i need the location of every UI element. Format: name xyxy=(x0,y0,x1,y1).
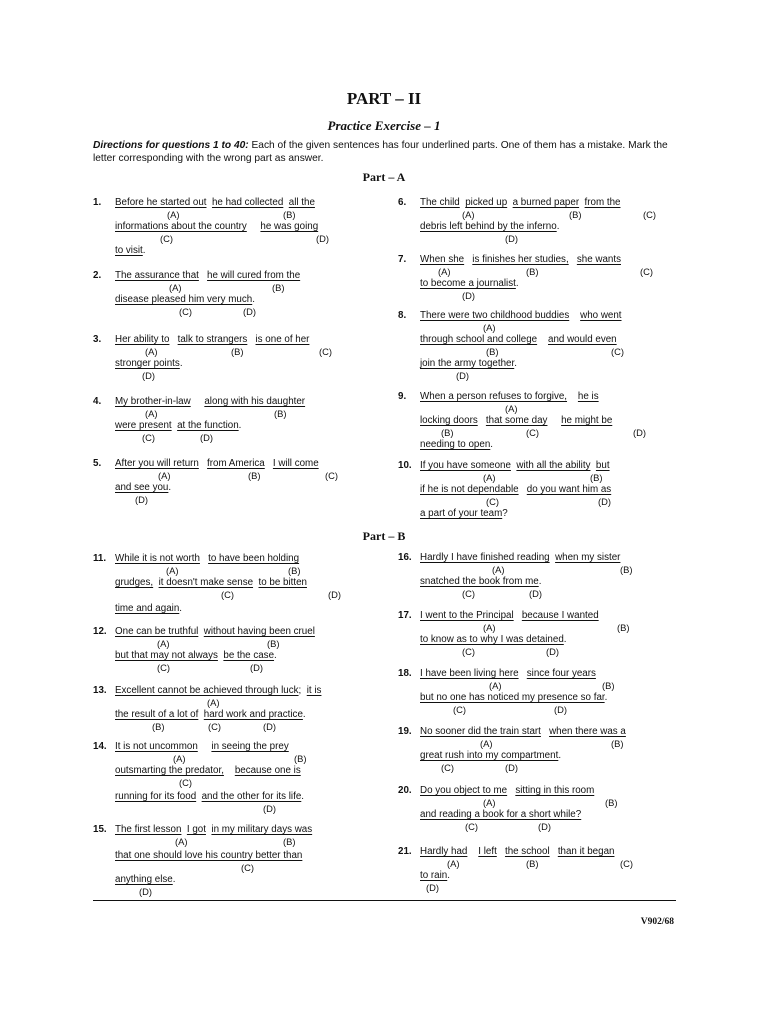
underlined-part: he will cured from the xyxy=(207,270,301,281)
option-label-d: (D) xyxy=(263,721,277,732)
underlined-part: and the other for its life xyxy=(201,791,302,802)
punctuation: . xyxy=(172,874,176,885)
sentence-line xyxy=(115,577,307,588)
question-number: 1. xyxy=(93,197,102,208)
punctuation: . xyxy=(563,634,567,645)
underlined-part: The assurance that xyxy=(115,270,199,281)
sentence-line xyxy=(420,254,621,265)
underlined-part: is finishes her studies, xyxy=(472,254,569,265)
underlined-part: she wants xyxy=(576,254,621,265)
punctuation: . xyxy=(604,692,608,703)
option-label-a: (A) xyxy=(483,622,496,633)
sentence-line xyxy=(420,460,610,471)
option-label-b: (B) xyxy=(526,266,539,277)
option-label-b: (B) xyxy=(486,346,499,357)
sentence-line xyxy=(115,221,318,232)
sentence-line xyxy=(115,709,306,720)
underlined-part: when there was a xyxy=(549,726,626,737)
option-label-a: (A) xyxy=(447,858,460,869)
option-label-c: (C) xyxy=(465,821,479,832)
sentence-line xyxy=(420,197,620,208)
underlined-part: It is not uncommon xyxy=(115,741,198,752)
page-title: PART – II xyxy=(346,89,422,108)
option-label-c: (C) xyxy=(319,346,333,357)
punctuation: . xyxy=(556,221,560,232)
sentence-line xyxy=(115,482,171,493)
underlined-part: than it began xyxy=(557,846,615,857)
underlined-part: If you have someone xyxy=(420,460,511,471)
question-number: 18. xyxy=(398,668,412,679)
question-number: 7. xyxy=(398,254,407,265)
underlined-part: Excellent cannot be achieved through luck xyxy=(115,685,299,696)
option-label-b: (B) xyxy=(617,622,630,633)
underlined-part: No sooner did the train start xyxy=(420,726,541,737)
underlined-part: but xyxy=(595,460,610,471)
question-number: 3. xyxy=(93,334,102,345)
option-label-b: (B) xyxy=(274,408,287,419)
underlined-part: because I wanted xyxy=(521,610,599,621)
directions-lead: Directions for questions 1 to 40: xyxy=(93,140,249,151)
underlined-part: it doesn't make sense xyxy=(158,577,254,588)
underlined-part: who went xyxy=(580,310,622,321)
option-label-c: (C) xyxy=(221,589,235,600)
sentence-line xyxy=(420,576,541,587)
underlined-part: the school xyxy=(504,846,550,857)
underlined-part: at the function xyxy=(177,420,239,431)
underlined-part: disease pleased him very much xyxy=(115,294,253,305)
underlined-part: I left xyxy=(478,846,497,857)
option-label-b: (B) xyxy=(620,564,633,575)
underlined-part: One can be truthful xyxy=(115,626,199,637)
sentence-line xyxy=(420,668,596,679)
punctuation: ? xyxy=(502,508,508,519)
underlined-part: time and again xyxy=(115,603,180,614)
underlined-part: Do you object to me xyxy=(420,785,508,796)
sentence-line xyxy=(115,197,315,208)
option-label-d: (D) xyxy=(456,370,470,381)
option-label-c: (C) xyxy=(142,432,156,443)
punctuation: . xyxy=(252,294,255,305)
sentence-line xyxy=(115,334,309,345)
sentence-line xyxy=(115,420,241,431)
option-label-d: (D) xyxy=(316,233,330,244)
underlined-part: When a person refuses to forgive, xyxy=(420,391,568,402)
sentence-line xyxy=(420,634,567,645)
option-label-d: (D) xyxy=(200,432,214,443)
option-label-b: (B) xyxy=(441,427,454,438)
option-label-a: (A) xyxy=(480,738,493,749)
underlined-part: all the xyxy=(288,197,315,208)
option-label-c: (C) xyxy=(643,209,657,220)
option-label-b: (B) xyxy=(611,738,624,749)
underlined-part: to have been holding xyxy=(208,553,300,564)
option-label-c: (C) xyxy=(620,858,634,869)
underlined-part: to be bitten xyxy=(258,577,307,588)
underlined-part: without having been cruel xyxy=(203,626,315,637)
underlined-part: sitting in this room xyxy=(515,785,595,796)
underlined-part: I have been living here xyxy=(420,668,519,679)
directions-text: Each of the given sentences has four underlined parts. One of them has a mistake. Mark the letter corresponding with the wrong part as answer. xyxy=(93,140,668,164)
option-label-d: (D) xyxy=(546,646,560,657)
underlined-part: Hardly had xyxy=(420,846,468,857)
question-number: 15. xyxy=(93,824,107,835)
question-number: 11. xyxy=(93,553,107,564)
option-label-c: (C) xyxy=(486,496,500,507)
option-label-b: (B) xyxy=(248,470,261,481)
option-label-a: (A) xyxy=(169,282,182,293)
option-label-b: (B) xyxy=(288,565,301,576)
sentence-line xyxy=(115,553,299,564)
sentence-line xyxy=(115,396,305,407)
underlined-part: but no one has noticed my presence so far xyxy=(420,692,605,703)
punctuation: . xyxy=(274,650,277,661)
option-label-a: (A) xyxy=(167,209,180,220)
question-number: 14. xyxy=(93,741,107,752)
option-label-a: (A) xyxy=(489,680,502,691)
option-label-b: (B) xyxy=(605,797,618,808)
sentence-line xyxy=(115,458,319,469)
sentence-line xyxy=(115,245,146,256)
sentence-line xyxy=(420,809,581,820)
underlined-part: to visit xyxy=(115,245,143,256)
underlined-part: he might be xyxy=(561,415,613,426)
underlined-part: it is xyxy=(306,685,322,696)
sentence-line xyxy=(420,870,450,881)
option-label-a: (A) xyxy=(145,408,158,419)
sentence-line xyxy=(420,692,607,703)
underlined-part: hard work and practice xyxy=(203,709,303,720)
option-label-a: (A) xyxy=(158,470,171,481)
question-number: 8. xyxy=(398,310,407,321)
option-label-b: (B) xyxy=(283,209,296,220)
underlined-part: stronger points xyxy=(115,358,180,369)
sentence-line xyxy=(115,765,301,776)
punctuation: . xyxy=(490,439,494,450)
option-label-c: (C) xyxy=(241,862,255,873)
sentence-line xyxy=(420,310,622,321)
option-label-a: (A) xyxy=(492,564,505,575)
underlined-part: but that may not always xyxy=(115,650,218,661)
option-label-c: (C) xyxy=(462,588,476,599)
underlined-part: in my military days was xyxy=(211,824,313,835)
punctuation: . xyxy=(447,870,450,881)
question-number: 16. xyxy=(398,552,412,563)
option-label-b: (B) xyxy=(283,836,296,847)
underlined-part: if he is not dependable xyxy=(420,484,519,495)
option-label-c: (C) xyxy=(179,777,193,788)
option-label-c: (C) xyxy=(441,762,455,773)
punctuation: . xyxy=(515,278,519,289)
underlined-part: is one of her xyxy=(255,334,310,345)
punctuation: . xyxy=(538,576,542,587)
underlined-part: join the army together xyxy=(420,358,515,369)
option-label-b: (B) xyxy=(267,638,280,649)
underlined-part: My brother-in-law xyxy=(115,396,191,407)
sentence-line xyxy=(420,334,617,345)
underlined-part: from the xyxy=(584,197,621,208)
sentence-line xyxy=(115,270,300,281)
punctuation: . xyxy=(302,709,306,720)
option-label-d: (D) xyxy=(243,306,257,317)
option-label-a: (A) xyxy=(157,638,170,649)
underlined-part: along with his daughter xyxy=(204,396,306,407)
sentence-line xyxy=(115,294,255,305)
sentence-line xyxy=(115,791,304,802)
option-label-d: (D) xyxy=(328,589,342,600)
page-code: V902/68 xyxy=(640,917,674,927)
question-number: 10. xyxy=(398,460,412,471)
option-label-b: (B) xyxy=(569,209,582,220)
underlined-part: he is xyxy=(577,391,599,402)
underlined-part: While it is not worth xyxy=(115,553,200,564)
underlined-part: grudges, xyxy=(115,577,154,588)
underlined-part: to become a journalist xyxy=(420,278,516,289)
punctuation: ; xyxy=(298,685,302,696)
sentence-line xyxy=(420,415,612,426)
underlined-part: outsmarting the predator, xyxy=(115,765,224,776)
footer-divider xyxy=(93,900,676,901)
underlined-part: to know as to why I was detained xyxy=(420,634,564,645)
option-label-d: (D) xyxy=(139,886,153,897)
underlined-part: anything else xyxy=(115,874,173,885)
option-label-d: (D) xyxy=(633,427,647,438)
option-label-a: (A) xyxy=(438,266,451,277)
option-label-c: (C) xyxy=(611,346,625,357)
question-number: 12. xyxy=(93,626,107,637)
option-label-d: (D) xyxy=(598,496,612,507)
punctuation: . xyxy=(558,750,562,761)
sentence-line xyxy=(115,874,175,885)
option-label-d: (D) xyxy=(505,762,519,773)
sentence-line xyxy=(420,358,517,369)
option-label-c: (C) xyxy=(640,266,654,277)
option-label-c: (C) xyxy=(160,233,174,244)
option-label-d: (D) xyxy=(142,370,156,381)
option-label-d: (D) xyxy=(250,662,264,673)
underlined-part: that some day xyxy=(485,415,548,426)
option-label-d: (D) xyxy=(263,803,277,814)
sentence-line xyxy=(115,650,277,661)
sentence-line xyxy=(420,750,561,761)
underlined-part: I went to the Principal xyxy=(420,610,514,621)
option-label-b: (B) xyxy=(294,753,307,764)
sentence-line xyxy=(420,508,508,519)
sentence-line xyxy=(420,785,594,796)
directions xyxy=(93,140,683,165)
sentence-line xyxy=(420,278,519,289)
punctuation: . xyxy=(238,420,242,431)
underlined-part: I will come xyxy=(272,458,319,469)
underlined-part: be the case xyxy=(223,650,275,661)
option-label-a: (A) xyxy=(505,403,518,414)
sentence-line xyxy=(420,726,626,737)
option-label-b: (B) xyxy=(526,858,539,869)
underlined-part: When she xyxy=(420,254,465,265)
option-label-c: (C) xyxy=(453,704,467,715)
underlined-part: There were two childhood buddies xyxy=(420,310,570,321)
option-label-c: (C) xyxy=(179,306,193,317)
question-number: 4. xyxy=(93,396,102,407)
underlined-part: since four years xyxy=(526,668,596,679)
question-number: 2. xyxy=(93,270,102,281)
option-label-a: (A) xyxy=(173,753,186,764)
underlined-part: he had collected xyxy=(211,197,284,208)
underlined-part: when my sister xyxy=(555,552,621,563)
question-number: 21. xyxy=(398,846,412,857)
punctuation: . xyxy=(179,358,183,369)
option-label-d: (D) xyxy=(538,821,552,832)
underlined-part: because one is xyxy=(234,765,301,776)
underlined-part: a burned paper xyxy=(512,197,580,208)
punctuation: . xyxy=(168,482,172,493)
option-label-b: (B) xyxy=(590,472,603,483)
underlined-part: The first lesson xyxy=(115,824,182,835)
sentence-line xyxy=(420,484,611,495)
sentence-line xyxy=(115,824,312,835)
option-label-b: (B) xyxy=(231,346,244,357)
option-label-d: (D) xyxy=(135,494,149,505)
sentence-line xyxy=(115,603,182,614)
question-number: 6. xyxy=(398,197,407,208)
underlined-part: great rush into my compartment xyxy=(420,750,559,761)
option-label-c: (C) xyxy=(526,427,540,438)
sentence-line xyxy=(115,850,302,861)
option-label-d: (D) xyxy=(529,588,543,599)
option-label-b: (B) xyxy=(602,680,615,691)
underlined-part: picked up xyxy=(465,197,508,208)
sentence-line xyxy=(420,439,493,450)
sentence-line xyxy=(115,685,321,696)
option-label-a: (A) xyxy=(483,472,496,483)
option-label-a: (A) xyxy=(166,565,179,576)
underlined-part: that one should love his country better than xyxy=(115,850,303,861)
underlined-part: the result of a lot of xyxy=(115,709,199,720)
option-label-d: (D) xyxy=(426,882,440,893)
underlined-part: a part of your team xyxy=(420,508,503,519)
punctuation: . xyxy=(179,603,183,614)
option-label-b: (B) xyxy=(152,721,165,732)
option-label-d: (D) xyxy=(505,233,519,244)
exercise-title: Practice Exercise – 1 xyxy=(327,118,441,133)
sentence-line xyxy=(420,391,599,402)
sentence-line xyxy=(115,358,183,369)
underlined-part: with all the ability xyxy=(516,460,591,471)
underlined-part: Her ability to xyxy=(115,334,170,345)
option-label-b: (B) xyxy=(272,282,285,293)
option-label-c: (C) xyxy=(157,662,171,673)
underlined-part: running for its food xyxy=(115,791,197,802)
underlined-part: debris left behind by the inferno xyxy=(420,221,557,232)
underlined-part: The child xyxy=(420,197,460,208)
option-label-a: (A) xyxy=(462,209,475,220)
question-number: 20. xyxy=(398,785,412,796)
sentence-line xyxy=(115,741,289,752)
underlined-part: and reading a book for a short while? xyxy=(420,809,582,820)
option-label-d: (D) xyxy=(554,704,568,715)
sentence-line xyxy=(420,610,599,621)
option-label-a: (A) xyxy=(175,836,188,847)
underlined-part: in seeing the prey xyxy=(211,741,289,752)
underlined-part: do you want him as xyxy=(526,484,612,495)
underlined-part: through school and college xyxy=(420,334,538,345)
underlined-part: Hardly I have finished reading xyxy=(420,552,550,563)
punctuation: . xyxy=(142,245,146,256)
question-number: 9. xyxy=(398,391,407,402)
punctuation: . xyxy=(514,358,517,369)
underlined-part: needing to open xyxy=(420,439,491,450)
underlined-part: Before he started out xyxy=(115,197,207,208)
underlined-part: and see you xyxy=(115,482,169,493)
sentence-line xyxy=(420,221,559,232)
question-number: 19. xyxy=(398,726,412,737)
underlined-part: locking doors xyxy=(420,415,478,426)
underlined-part: and would even xyxy=(548,334,617,345)
section-heading-part-b: Part – B xyxy=(362,529,406,543)
option-label-c: (C) xyxy=(325,470,339,481)
underlined-part: informations about the country xyxy=(115,221,247,232)
sentence-line xyxy=(420,846,614,857)
underlined-part: were present xyxy=(115,420,172,431)
punctuation: . xyxy=(301,791,305,802)
underlined-part: talk to strangers xyxy=(177,334,248,345)
option-label-a: (A) xyxy=(207,697,220,708)
option-label-a: (A) xyxy=(483,322,496,333)
question-number: 17. xyxy=(398,610,412,621)
sentence-line xyxy=(115,626,315,637)
option-label-d: (D) xyxy=(462,290,476,301)
question-number: 13. xyxy=(93,685,107,696)
option-label-a: (A) xyxy=(145,346,158,357)
sentence-line xyxy=(420,552,620,563)
underlined-part: he was going xyxy=(260,221,319,232)
underlined-part: After you will return xyxy=(115,458,199,469)
underlined-part: snatched the book from me xyxy=(420,576,539,587)
option-label-c: (C) xyxy=(208,721,222,732)
section-heading-part-a: Part – A xyxy=(362,170,406,184)
underlined-part: to rain xyxy=(420,870,448,881)
option-label-c: (C) xyxy=(462,646,476,657)
option-label-a: (A) xyxy=(483,797,496,808)
underlined-part: from America xyxy=(207,458,265,469)
question-number: 5. xyxy=(93,458,102,469)
underlined-part: I got xyxy=(186,824,206,835)
